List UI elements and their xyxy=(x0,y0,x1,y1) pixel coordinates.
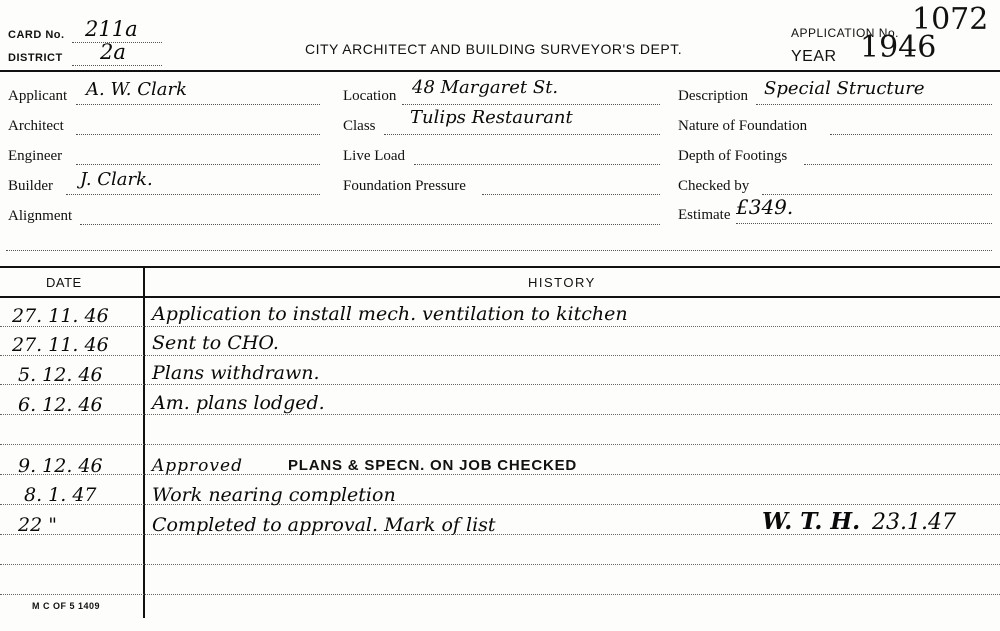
blank-field-line xyxy=(6,250,992,251)
history-date: 5. 12. 46 xyxy=(18,364,103,386)
class-line xyxy=(384,134,660,135)
location-line xyxy=(402,104,660,105)
ruled-line xyxy=(0,504,1000,505)
nature-of-foundation-line xyxy=(830,134,992,135)
engineer-line xyxy=(76,164,320,165)
history-entry: Plans withdrawn. xyxy=(152,362,320,384)
header-rule xyxy=(0,70,1000,72)
form-number: M C OF 5 1409 xyxy=(32,601,101,611)
class-value: Tulips Restaurant xyxy=(410,107,573,128)
history-date: 22 " xyxy=(18,514,57,536)
card-no-value: 211a xyxy=(85,17,138,41)
foundation-pressure-label: Foundation Pressure xyxy=(343,178,466,194)
history-date: 27. 11. 46 xyxy=(12,305,109,327)
history-entry: Approved xyxy=(152,456,243,476)
ruled-line xyxy=(0,384,1000,385)
year-label: YEAR xyxy=(791,48,837,65)
district-value: 2a xyxy=(100,40,126,64)
district-label: DISTRICT xyxy=(8,52,63,64)
application-number: 1072 xyxy=(912,2,989,37)
applicant-label: Applicant xyxy=(8,88,68,104)
ruled-line xyxy=(0,414,1000,415)
builder-value: J. Clark. xyxy=(80,169,153,190)
estimate-value: £349. xyxy=(736,195,794,219)
history-entry: Application to install mech. ventilation to kitchen xyxy=(152,303,628,325)
nature-of-foundation-label: Nature of Foundation xyxy=(678,118,808,134)
history-entry: Am. plans lodged. xyxy=(152,392,325,414)
ruled-line xyxy=(0,444,1000,445)
initials-signature: W. T. H. xyxy=(762,508,861,535)
architect-line xyxy=(76,134,320,135)
estimate-label: Estimate xyxy=(678,207,731,223)
live-load-label: Live Load xyxy=(343,148,406,164)
history-entry: Sent to CHO. xyxy=(152,332,279,354)
department-title: CITY ARCHITECT AND BUILDING SURVEYOR'S DEPT. xyxy=(305,41,683,57)
card-no-label: CARD No. xyxy=(8,29,65,41)
engineer-label: Engineer xyxy=(8,148,63,164)
class-label: Class xyxy=(343,118,376,134)
history-date: 9. 12. 46 xyxy=(18,455,103,477)
architect-label: Architect xyxy=(8,118,64,134)
year-value: 1946 xyxy=(860,30,937,65)
estimate-line xyxy=(736,223,992,224)
history-entry: Completed to approval. Mark of list xyxy=(152,514,496,536)
ruled-line xyxy=(0,594,1000,595)
depth-of-footings-line xyxy=(804,164,992,165)
builder-line xyxy=(66,194,320,195)
live-load-line xyxy=(414,164,660,165)
alignment-label: Alignment xyxy=(8,208,73,224)
alignment-line xyxy=(80,224,660,225)
ruled-line xyxy=(0,326,1000,327)
history-date: 27. 11. 46 xyxy=(12,334,109,356)
location-label: Location xyxy=(343,88,397,104)
builder-label: Builder xyxy=(8,178,53,194)
ruled-line xyxy=(0,474,1000,475)
history-date: 8. 1. 47 xyxy=(24,484,97,506)
foundation-pressure-line xyxy=(482,194,660,195)
ruled-line xyxy=(0,355,1000,356)
description-line xyxy=(756,104,992,105)
location-value: 48 Margaret St. xyxy=(412,77,559,98)
application-label: APPLICATION No. xyxy=(791,26,899,40)
district-line xyxy=(72,65,162,66)
checked-by-line xyxy=(762,194,992,195)
history-date: 6. 12. 46 xyxy=(18,394,103,416)
history-column-header: HISTORY xyxy=(528,275,596,290)
applicant-line xyxy=(76,104,320,105)
description-label: Description xyxy=(678,88,748,104)
depth-of-footings-label: Depth of Footings xyxy=(678,148,788,164)
ruled-line xyxy=(0,564,1000,565)
checked-by-label: Checked by xyxy=(678,178,750,194)
history-top-rule xyxy=(0,266,1000,268)
approval-stamp: PLANS & SPECN. ON JOB CHECKED xyxy=(288,457,578,474)
description-value: Special Structure xyxy=(764,78,925,99)
signed-date: 23.1.47 xyxy=(872,510,956,535)
history-entry: Work nearing completion xyxy=(152,484,396,506)
column-divider xyxy=(143,266,145,618)
applicant-value: A. W. Clark xyxy=(86,79,188,100)
date-column-header: DATE xyxy=(46,275,82,290)
history-header-rule xyxy=(0,296,1000,298)
